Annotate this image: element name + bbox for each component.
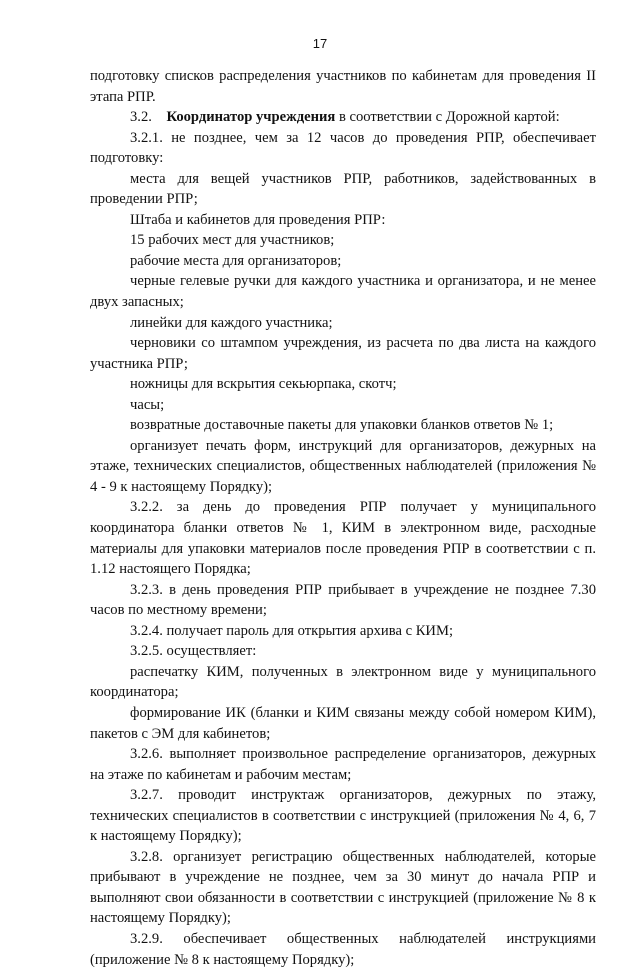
paragraph: организует печать форм, инструкций для организаторов, дежурных на этаже, технических специалистов, общественных наблюдателей (приложения № 4 - 9 к настоящему Порядку); (90, 437, 596, 495)
paragraph: возвратные доставочные пакеты для упаковки бланков ответов № 1; (130, 417, 554, 434)
page-number: 17 (312, 36, 328, 51)
paragraph: 3.2.6. выполняет произвольное распределение организаторов, дежурных на этаже по кабинетам и рабочим местам; (90, 746, 596, 783)
paragraph: формирование ИК (бланки и КИМ связаны между собой номером КИМ), пакетов с ЭМ для кабинетов; (90, 704, 596, 742)
paragraph: рабочие места для организаторов; (130, 252, 342, 269)
paragraph: распечатку КИМ, полученных в электронном виде у муниципального координатора; (90, 663, 596, 701)
paragraph: 3.2.5. осуществляет: (130, 643, 257, 660)
paragraph: 3.2.8. организует регистрацию общественных наблюдателей, которые прибывают в учреждение не позднее, чем за 30 минут до начала РПР и выполняют свои обязанности в соответствии с инструкцией (приложение № 8 к настоящему Порядку); (90, 848, 596, 927)
paragraph: 3.2.7. проводит инструктаж организаторов, дежурных по этажу, технических специалистов в соответствии с инструкцией (приложения № 4, 6, 7 к настоящему Порядку); (90, 787, 596, 845)
paragraph: 3.2.9. обеспечивает общественных наблюдателей инструкциями (приложение № 8 к настоящему Порядку); (90, 930, 596, 968)
paragraph: 3.2.4. получает пароль для открытия архива с КИМ; (130, 622, 454, 639)
paragraph: часы; (130, 396, 165, 413)
section-number: 3.2. (130, 109, 167, 126)
paragraph: линейки для каждого участника; (130, 314, 333, 331)
paragraph: черные гелевые ручки для каждого участника и организатора, и не менее двух запасных; (90, 273, 596, 311)
paragraph: 3.2.1. не позднее, чем за 12 часов до проведения РПР, обеспечивает подготовку: (90, 129, 596, 167)
section-title-rest: в соответствии с Дорожной картой: (335, 109, 560, 126)
paragraph: Штаба и кабинетов для проведения РПР: (130, 211, 386, 228)
paragraph: ножницы для вскрытия секьюрпака, скотч; (130, 376, 397, 393)
paragraph: 3.2.3. в день проведения РПР прибывает в учреждение не позднее 7.30 часов по местному времени; (90, 581, 596, 619)
section-heading-3-2 (90, 107, 596, 128)
paragraph: 15 рабочих мест для участников; (130, 232, 335, 249)
paragraph-continuation: подготовку списков распределения участников по кабинетам для проведения II этапа РПР. (90, 68, 596, 105)
paragraph: черновики со штампом учреждения, из расчета по два листа на каждого участника РПР; (90, 335, 596, 372)
paragraph: 3.2.2. за день до проведения РПР получает у муниципального координатора бланки ответов № 1, КИМ в электронном виде, расходные материалы для упаковки материалов после проведения РПР в соответствии с п. 1.12 настоящего Порядка; (90, 499, 596, 578)
section-title: Координатор учреждения (166, 109, 336, 126)
paragraph: места для вещей участников РПР, работников, задействованных в проведении РПР; (90, 170, 596, 208)
document-body (90, 66, 596, 970)
